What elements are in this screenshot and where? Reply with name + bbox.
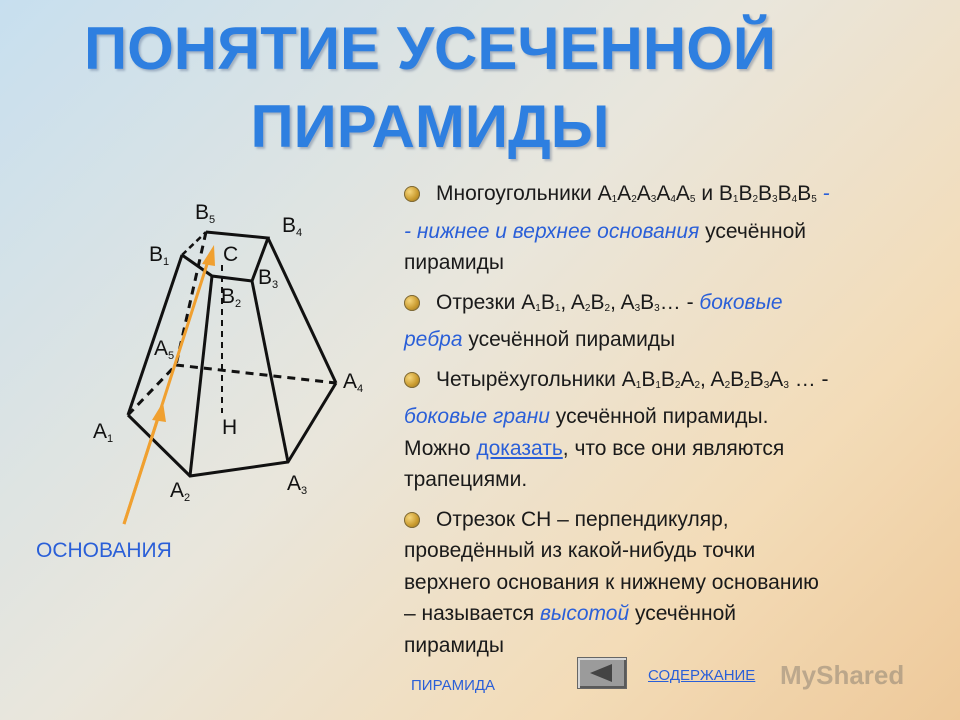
svg-text:A3 <box>287 472 307 497</box>
svg-text:B4 <box>282 214 302 239</box>
svg-text:A5 <box>154 337 174 362</box>
term-edges: ребра <box>404 328 463 351</box>
label-a3: A <box>287 472 302 495</box>
svg-text:B3 <box>258 266 278 291</box>
svg-text:B5 <box>195 201 215 226</box>
pyramid-link[interactable]: ПИРАМИДА <box>411 677 496 694</box>
paragraph-lateral-edges: Отрезки $A_1B_1$, $A_2B_2$, $A_3B_3\dots$ - боковые ребра усечённой пирамиды <box>404 290 783 351</box>
label-a2-sub: 2 <box>184 492 191 504</box>
label-a1-sub: 1 <box>107 433 114 445</box>
back-button[interactable] <box>577 657 627 689</box>
watermark-logo: MyShared <box>780 660 905 690</box>
bullet-icon <box>404 512 420 528</box>
svg-text:B1 <box>149 243 169 268</box>
term-bases: - нижнее и верхнее основания <box>404 219 700 243</box>
bullet-icon <box>404 372 420 388</box>
arrowhead-upper <box>202 245 215 266</box>
bullet-icon <box>404 186 420 202</box>
label-b1: B <box>149 243 164 266</box>
term-faces: боковые грани <box>404 405 550 428</box>
label-b1-sub: 1 <box>163 256 170 268</box>
label-b3-sub: 3 <box>272 279 279 291</box>
paragraph-lateral-faces: Четырёхугольники $A_1B_1B_2A_2$, $A_2B_2B_3A_3$ … - боковые грани усечённой пирамиды. Можно доказать, что все они являются трапециями. <box>404 367 829 491</box>
bullet-icon <box>404 295 420 311</box>
label-b5-sub: 5 <box>209 214 216 226</box>
label-b2-sub: 2 <box>235 298 242 310</box>
label-b4-sub: 4 <box>296 227 303 239</box>
svg-text:A4 <box>343 370 363 395</box>
term-height: высотой <box>539 602 630 625</box>
svg-text:A1 <box>93 420 113 445</box>
edge-a3-b3 <box>252 281 288 462</box>
label-a5: A <box>154 337 169 360</box>
bases-caption: ОСНОВАНИЯ <box>36 539 172 562</box>
prove-link[interactable]: доказать <box>476 436 563 460</box>
label-b2: B <box>221 285 236 308</box>
label-a4: A <box>343 370 358 393</box>
label-b4: B <box>282 214 297 237</box>
label-a3-sub: 3 <box>301 485 308 497</box>
label-a5-sub: 5 <box>168 350 175 362</box>
page-title-line1: ПОНЯТИЕ УСЕЧЕННОЙ <box>83 15 777 82</box>
paragraph-height: Отрезок CH – перпендикуляр, проведённый из какой-нибудь точки верхнего основания к нижнему основанию – называется высотой усечённой пирамиды <box>404 507 819 657</box>
svg-text:A2 <box>170 479 190 504</box>
label-a2: A <box>170 479 185 502</box>
svg-text:B2 <box>221 285 241 310</box>
edge-a1-b1 <box>128 255 182 415</box>
label-a4-sub: 4 <box>357 383 364 395</box>
label-c: C <box>223 243 239 266</box>
frustum-diagram <box>0 160 400 720</box>
definitions-text <box>404 178 949 669</box>
label-b5: B <box>195 201 210 224</box>
page-title-line2: ПИРАМИДЫ <box>250 93 610 160</box>
label-h: H <box>222 416 238 439</box>
arrow-left-icon <box>590 664 612 682</box>
arrowhead-lower <box>152 402 166 422</box>
term-lateral: боковые <box>699 290 783 314</box>
label-b3: B <box>258 266 273 289</box>
label-a1: A <box>93 420 108 443</box>
contents-link[interactable]: СОДЕРЖАНИЕ <box>648 667 756 684</box>
edge-a4-b4 <box>268 238 336 383</box>
paragraph-bases: Многоугольники $A_1A_2A_3A_4A_5$ и $B_1B_2B_3B_4B_5$ - - нижнее и верхнее основания усечённой пирамиды <box>404 182 830 274</box>
